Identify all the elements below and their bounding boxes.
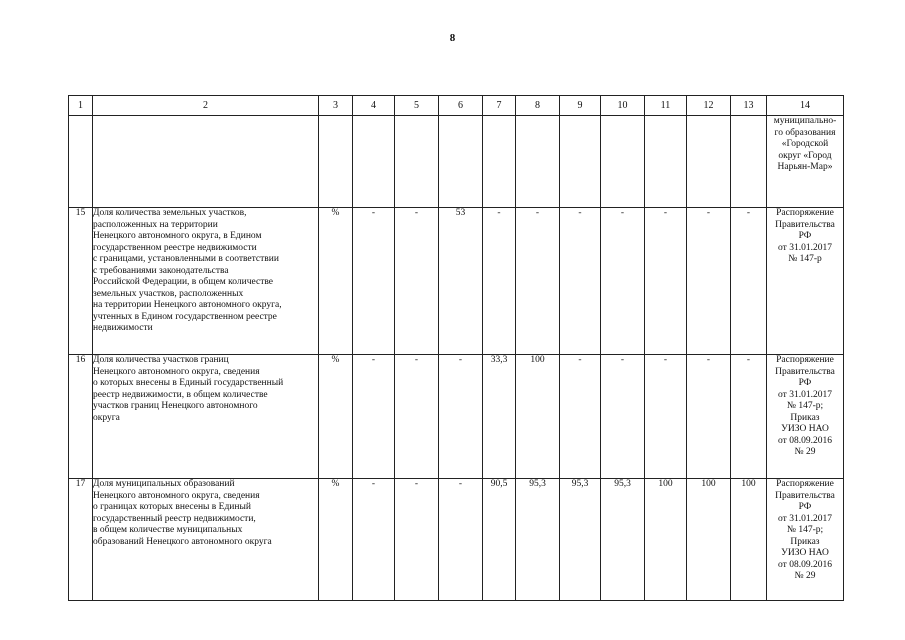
value-cell: - bbox=[687, 355, 731, 479]
indicator-name-line: с границами, установленными в соответствии bbox=[93, 254, 279, 264]
table-row bbox=[69, 208, 844, 355]
value-cell: 100 bbox=[731, 479, 767, 601]
empty-cell bbox=[319, 116, 353, 208]
basis-line: УИЗО НАО bbox=[781, 548, 829, 558]
column-header: 14 bbox=[767, 96, 844, 116]
value-cell: - bbox=[601, 355, 645, 479]
basis-line: Правительства bbox=[775, 366, 835, 377]
basis-line: УИЗО НАО bbox=[781, 424, 829, 434]
indicator-name-line: учтенных в Едином государственном реестре bbox=[93, 311, 277, 322]
value-cell: - bbox=[395, 479, 439, 601]
indicator-name-line: округа bbox=[93, 412, 120, 423]
basis-line: Распоряжение bbox=[776, 208, 834, 218]
column-header: 2 bbox=[93, 96, 319, 116]
value-cell: 33,3 bbox=[483, 355, 516, 479]
basis-line: № 147-р; bbox=[786, 525, 824, 535]
indicator-name-line: Доля количества участков границ bbox=[93, 355, 229, 365]
row-number: 16 bbox=[69, 355, 93, 479]
value-cell: - bbox=[687, 208, 731, 355]
unit-cell: % bbox=[319, 208, 353, 355]
indicator-name-line: образований Ненецкого автономного округа bbox=[93, 536, 272, 547]
basis-line: РФ bbox=[798, 502, 812, 512]
basis-line: Приказ bbox=[790, 412, 820, 423]
column-header: 7 bbox=[483, 96, 516, 116]
basis-line: от 31.01.2017 bbox=[778, 389, 832, 400]
indicator-name-line: Ненецкого автономного округа, сведения bbox=[93, 490, 260, 501]
indicator-name bbox=[93, 355, 319, 479]
indicator-name-line: с требованиями законодательства bbox=[93, 265, 229, 276]
legal-basis-cell bbox=[767, 479, 844, 601]
empty-cell bbox=[516, 116, 560, 208]
column-header: 10 bbox=[601, 96, 645, 116]
basis-line: Нарьян-Мар» bbox=[777, 162, 833, 172]
table-row bbox=[69, 479, 844, 601]
indicator-name-line: земельных участков, расположенных bbox=[93, 288, 244, 299]
empty-cell bbox=[483, 116, 516, 208]
value-cell: - bbox=[516, 208, 560, 355]
basis-line: Распоряжение bbox=[776, 479, 834, 489]
basis-line: от 08.09.2016 bbox=[778, 435, 832, 446]
indicator-name bbox=[93, 208, 319, 355]
empty-cell bbox=[93, 116, 319, 208]
basis-line: от 31.01.2017 bbox=[778, 242, 832, 253]
row-number: 15 bbox=[69, 208, 93, 355]
value-cell: 100 bbox=[516, 355, 560, 479]
value-cell: 90,5 bbox=[483, 479, 516, 601]
empty-cell bbox=[645, 116, 687, 208]
indicator-name-line: недвижимости bbox=[93, 323, 153, 333]
row-number: 17 bbox=[69, 479, 93, 601]
basis-line: муниципально- bbox=[773, 116, 837, 126]
basis-line: «Городской bbox=[781, 139, 829, 149]
basis-line: РФ bbox=[798, 378, 812, 388]
indicator-name-line: Доля количества земельных участков, bbox=[93, 208, 247, 218]
value-cell: - bbox=[395, 355, 439, 479]
basis-line: го образования bbox=[774, 127, 836, 138]
page-number: 8 bbox=[449, 32, 456, 44]
basis-line: округ «Город bbox=[778, 150, 832, 161]
value-cell: 95,3 bbox=[601, 479, 645, 601]
value-cell: - bbox=[395, 208, 439, 355]
basis-line: № 29 bbox=[794, 571, 816, 581]
indicator-name-line: на территории Ненецкого автономного округа, bbox=[93, 300, 282, 310]
column-header: 3 bbox=[319, 96, 353, 116]
value-cell: - bbox=[353, 208, 395, 355]
basis-line: Распоряжение bbox=[776, 355, 834, 365]
column-header: 5 bbox=[395, 96, 439, 116]
value-cell: - bbox=[560, 355, 601, 479]
column-header: 13 bbox=[731, 96, 767, 116]
legal-basis-cell bbox=[767, 116, 844, 208]
header-row bbox=[69, 96, 844, 116]
indicator-name-line: государственный реестр недвижимости, bbox=[93, 513, 256, 524]
indicator-name-line: Российской Федерации, в общем количестве bbox=[93, 277, 273, 287]
basis-line: РФ bbox=[798, 231, 812, 241]
unit-cell: % bbox=[319, 355, 353, 479]
basis-line: № 147-р bbox=[788, 254, 822, 264]
empty-cell bbox=[395, 116, 439, 208]
empty-cell bbox=[560, 116, 601, 208]
indicator-table bbox=[68, 95, 844, 601]
empty-cell bbox=[353, 116, 395, 208]
indicator-name-line: о границах которых внесены в Единый bbox=[93, 502, 251, 512]
value-cell: - bbox=[439, 355, 483, 479]
value-cell: 53 bbox=[439, 208, 483, 355]
value-cell: - bbox=[601, 208, 645, 355]
value-cell: - bbox=[731, 355, 767, 479]
value-cell: 100 bbox=[645, 479, 687, 601]
column-header: 4 bbox=[353, 96, 395, 116]
basis-line: Правительства bbox=[775, 219, 835, 230]
indicator-name-line: о которых внесены в Единый государственный bbox=[93, 378, 284, 388]
empty-cell bbox=[731, 116, 767, 208]
basis-line: Правительства bbox=[775, 490, 835, 501]
indicator-name-line: участков границ Ненецкого автономного bbox=[93, 401, 258, 411]
value-cell: 95,3 bbox=[560, 479, 601, 601]
indicator-name-line: Ненецкого автономного округа, сведения bbox=[93, 366, 260, 377]
empty-cell bbox=[69, 116, 93, 208]
legal-basis-cell bbox=[767, 355, 844, 479]
empty-cell bbox=[687, 116, 731, 208]
value-cell: - bbox=[645, 208, 687, 355]
empty-cell bbox=[601, 116, 645, 208]
column-header: 12 bbox=[687, 96, 731, 116]
indicator-name bbox=[93, 479, 319, 601]
value-cell: - bbox=[483, 208, 516, 355]
basis-line: № 29 bbox=[794, 447, 816, 457]
column-header: 11 bbox=[645, 96, 687, 116]
indicator-name-line: государственном реестре недвижимости bbox=[93, 242, 257, 253]
basis-line: от 31.01.2017 bbox=[778, 513, 832, 524]
unit-cell: % bbox=[319, 479, 353, 601]
column-header: 1 bbox=[69, 96, 93, 116]
legal-basis-cell bbox=[767, 208, 844, 355]
value-cell: 95,3 bbox=[516, 479, 560, 601]
value-cell: - bbox=[731, 208, 767, 355]
empty-cell bbox=[439, 116, 483, 208]
indicator-name-line: Ненецкого автономного округа, в Едином bbox=[93, 231, 262, 241]
table-row bbox=[69, 355, 844, 479]
value-cell: - bbox=[560, 208, 601, 355]
value-cell: 100 bbox=[687, 479, 731, 601]
basis-line: Приказ bbox=[790, 536, 820, 547]
column-header: 6 bbox=[439, 96, 483, 116]
value-cell: - bbox=[353, 355, 395, 479]
basis-line: от 08.09.2016 bbox=[778, 559, 832, 570]
value-cell: - bbox=[353, 479, 395, 601]
basis-line: № 147-р; bbox=[786, 401, 824, 411]
column-header: 8 bbox=[516, 96, 560, 116]
indicator-name-line: Доля муниципальных образований bbox=[93, 479, 235, 489]
column-header: 9 bbox=[560, 96, 601, 116]
indicator-name-line: в общем количестве муниципальных bbox=[93, 525, 243, 535]
continuation-row bbox=[69, 116, 844, 208]
indicator-name-line: реестр недвижимости, в общем количестве bbox=[93, 389, 268, 400]
value-cell: - bbox=[645, 355, 687, 479]
indicator-name-line: расположенных на территории bbox=[93, 219, 218, 230]
value-cell: - bbox=[439, 479, 483, 601]
